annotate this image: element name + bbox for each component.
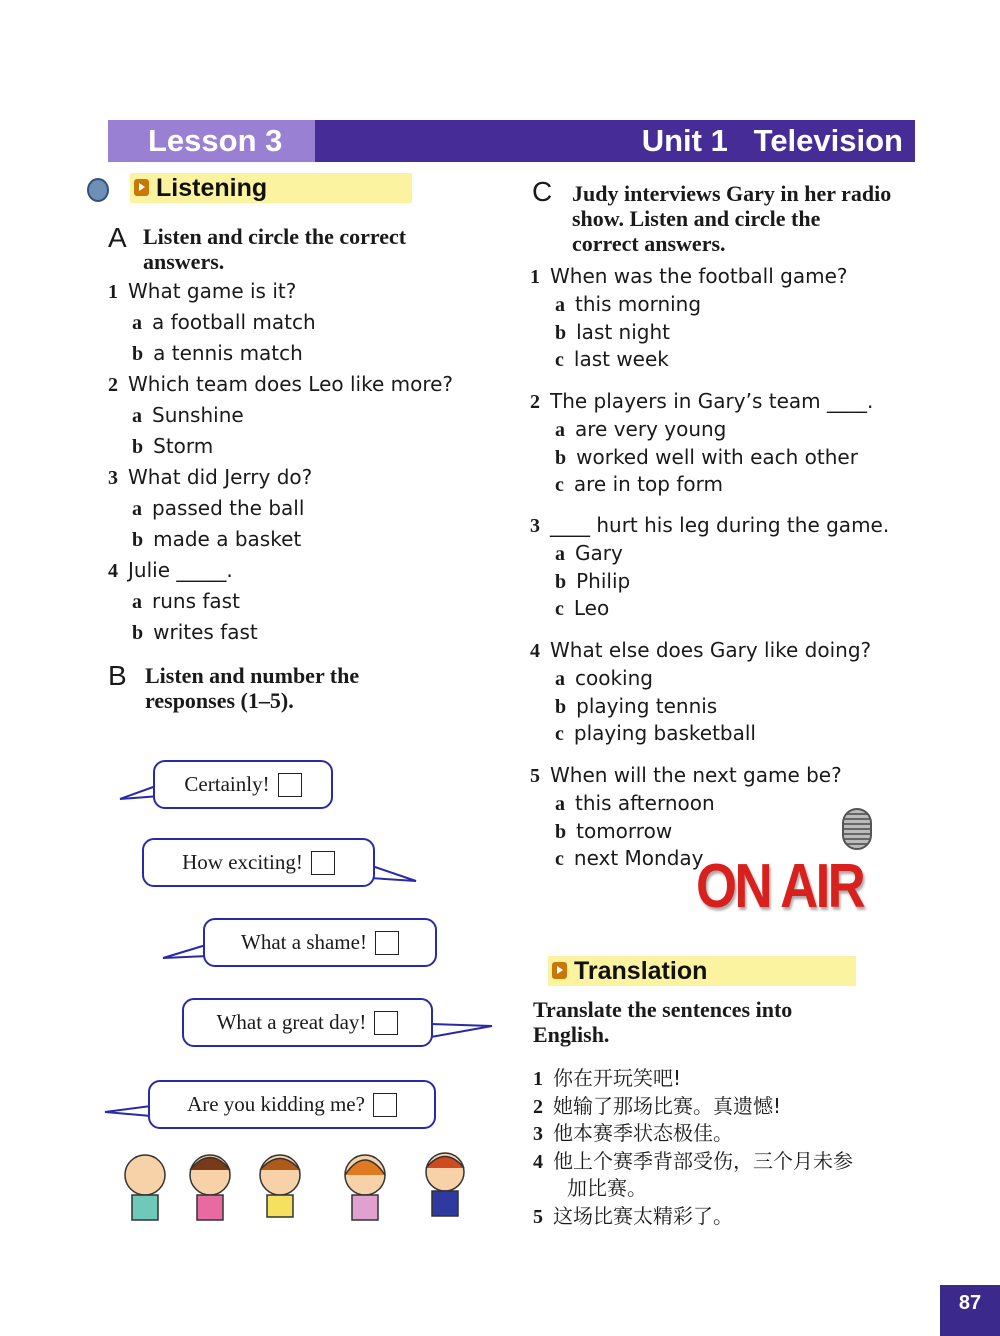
item-number: a: [555, 294, 565, 316]
item-text: What game is it?: [128, 279, 297, 303]
item-text: ____ hurt his leg during the game.: [550, 513, 890, 537]
answer-option: [132, 403, 244, 428]
item-text: playing basketball: [573, 721, 756, 745]
item-number: b: [132, 343, 144, 365]
answer-option: [132, 496, 304, 521]
number-box[interactable]: [278, 773, 302, 797]
page-number: 87: [940, 1285, 1000, 1336]
item-text: a tennis match: [153, 341, 303, 365]
translation-sentence: [557, 1172, 647, 1201]
item-number: a: [555, 543, 565, 565]
item-text: this morning: [575, 292, 702, 316]
item-text: Gary: [575, 541, 623, 565]
item-text: last week: [573, 347, 669, 371]
question: [108, 558, 233, 583]
response-bubble: Certainly!: [153, 760, 333, 809]
answer-option: [132, 341, 303, 366]
item-text: a football match: [152, 310, 316, 334]
translation-sentence: [533, 1062, 681, 1091]
item-number: a: [555, 419, 565, 441]
item-text: cooking: [575, 666, 653, 690]
translation-sentence: [533, 1090, 781, 1119]
item-number: a: [132, 312, 142, 334]
response-bubble: What a great day!: [182, 998, 433, 1047]
section-c-instruction: Judy interviews Gary in her radio show. Listen and circle the correct answers.: [572, 181, 892, 256]
answer-option: [555, 417, 726, 442]
answer-option: [555, 596, 609, 621]
answer-option: [555, 694, 717, 719]
answer-option: [555, 569, 630, 594]
translation-sentence: [533, 1145, 853, 1174]
unit-title: Unit 1 Television: [641, 123, 903, 158]
item-text: runs fast: [152, 589, 240, 613]
answer-option: [555, 445, 858, 470]
section-a-instruction: Listen and circle the correct answers.: [143, 224, 407, 274]
item-number: 3: [533, 1123, 543, 1145]
answer-option: [555, 292, 701, 317]
item-number: 2: [108, 374, 118, 396]
item-number: a: [132, 405, 142, 427]
item-text: 这场比赛太精彩了。: [553, 1203, 733, 1228]
item-number: b: [132, 436, 144, 458]
item-number: a: [555, 668, 565, 690]
question: [108, 279, 296, 304]
item-text: When will the next game be?: [550, 763, 842, 787]
question: [530, 264, 848, 289]
item-text: this afternoon: [575, 791, 715, 815]
response-bubble: How exciting!: [142, 838, 375, 887]
item-number: b: [555, 446, 567, 469]
item-text: Storm: [153, 434, 214, 458]
translation-sentence: [533, 1200, 733, 1229]
item-number: 4: [108, 560, 118, 582]
item-text: playing tennis: [576, 693, 718, 718]
item-text: are in top form: [573, 472, 723, 496]
item-number: c: [555, 474, 564, 496]
item-text: passed the ball: [152, 496, 305, 520]
item-number: b: [132, 622, 144, 644]
number-box[interactable]: [375, 931, 399, 955]
cartoon-children-illustration: [110, 1150, 490, 1225]
response-bubble: Are you kidding me?: [148, 1080, 436, 1129]
answer-option: [555, 819, 672, 844]
translation-instruction: Translate the sentences into English.: [533, 997, 793, 1047]
item-text: made a basket: [153, 527, 302, 551]
question: [530, 638, 871, 663]
question: [530, 513, 889, 538]
section-a-letter: A: [108, 222, 127, 253]
number-box[interactable]: [373, 1093, 397, 1117]
question: [108, 465, 312, 490]
item-text: What else does Gary like doing?: [550, 638, 872, 662]
answer-option: [132, 620, 258, 645]
listening-section-header: Listening: [130, 173, 412, 203]
answer-option: [555, 791, 715, 816]
number-box[interactable]: [311, 851, 335, 875]
item-text: Which team does Leo like more?: [128, 372, 454, 396]
item-text: What did Jerry do?: [128, 465, 313, 489]
item-text: next Monday: [573, 846, 704, 870]
item-number: 3: [108, 467, 118, 489]
answer-option: [555, 472, 723, 497]
lesson-title: Lesson 3: [148, 123, 283, 158]
item-text: 他上个赛季背部受伤，三个月未参: [553, 1148, 853, 1173]
item-number: c: [555, 723, 564, 745]
item-number: 4: [533, 1150, 543, 1173]
item-number: 2: [530, 391, 540, 413]
number-box[interactable]: [374, 1011, 398, 1035]
item-number: 1: [108, 281, 118, 303]
answer-option: [555, 320, 670, 345]
answer-option: [555, 347, 669, 372]
item-number: b: [555, 570, 567, 593]
item-text: Julie _____.: [128, 558, 233, 582]
item-text: last night: [576, 319, 671, 344]
item-text: tomorrow: [576, 818, 673, 843]
item-text: Sunshine: [152, 403, 244, 427]
item-text: Philip: [576, 568, 631, 593]
answer-option: [132, 434, 213, 459]
item-number: 1: [530, 266, 540, 288]
item-number: 3: [530, 515, 540, 537]
answer-option: [555, 721, 756, 746]
question: [530, 763, 842, 788]
item-number: b: [555, 695, 567, 718]
item-number: a: [555, 793, 565, 815]
item-number: a: [132, 498, 142, 520]
on-air-logo: ON AIR: [696, 852, 864, 921]
item-number: 4: [530, 640, 540, 662]
item-text: 你在开玩笑吧!: [553, 1066, 682, 1090]
answer-option: [132, 527, 301, 552]
item-number: 5: [530, 765, 540, 787]
answer-option: [132, 589, 240, 614]
item-number: a: [132, 591, 142, 613]
item-text: The players in Gary’s team ____.: [550, 389, 874, 413]
item-text: writes fast: [153, 620, 258, 644]
item-number: 5: [533, 1205, 543, 1228]
item-text: When was the football game?: [550, 264, 848, 288]
answer-option: [132, 310, 316, 335]
item-number: 1: [533, 1068, 543, 1090]
item-text: 加比赛。: [567, 1176, 647, 1200]
item-number: b: [555, 820, 567, 843]
question: [108, 372, 453, 397]
answer-option: [555, 666, 653, 691]
section-b-letter: B: [108, 660, 127, 691]
section-c-letter: C: [532, 176, 553, 207]
microphone-icon: [842, 808, 872, 850]
item-text: worked well with each other: [576, 444, 858, 469]
item-number: c: [555, 848, 564, 870]
section-b-instruction: Listen and number the responses (1–5).: [145, 663, 360, 713]
question: [530, 389, 873, 414]
item-text: are very young: [575, 417, 727, 441]
response-bubble: What a shame!: [203, 918, 437, 967]
item-text: 她输了那场比赛。真遗憾!: [553, 1093, 782, 1118]
answer-option: [555, 846, 704, 871]
translation-sentence: [533, 1117, 733, 1146]
item-text: Leo: [573, 596, 610, 620]
translation-section-header: Translation: [548, 956, 856, 986]
item-number: c: [555, 349, 564, 371]
answer-option: [555, 541, 623, 566]
item-number: c: [555, 598, 564, 620]
item-number: 2: [533, 1095, 543, 1118]
item-text: 他本赛季状态极佳。: [553, 1121, 733, 1145]
item-number: b: [555, 321, 567, 344]
item-number: b: [132, 529, 144, 551]
